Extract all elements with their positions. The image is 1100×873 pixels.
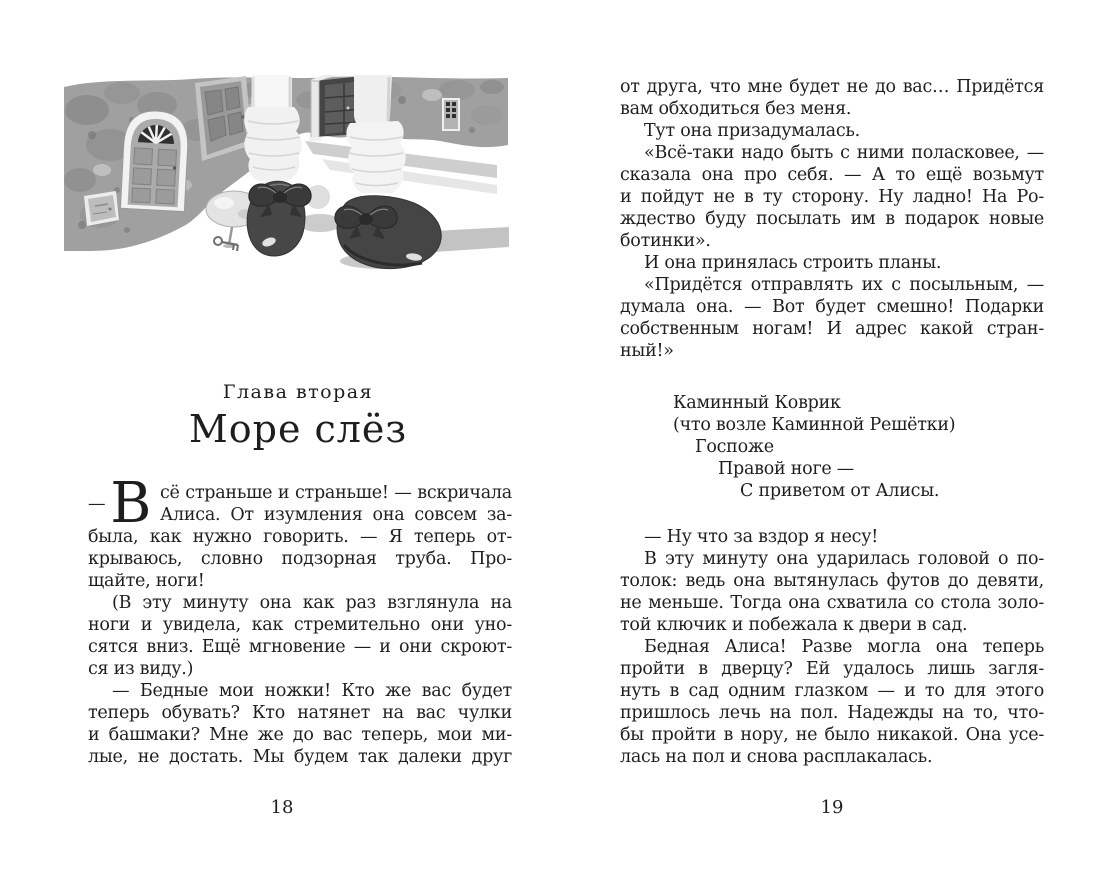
text-line: пройти в дверцу? Ей удалось лишь загля- (620, 659, 1044, 679)
text-line: ный!» (620, 341, 674, 361)
small-right-door (442, 98, 460, 131)
text-line: лые, не достать. Мы будем так далеки друг (88, 747, 512, 767)
text-line: (что возле Каминной Решётки) (673, 415, 956, 435)
page-number-right: 19 (820, 797, 844, 818)
text-line: бы пройти в нору, не было никакой. Она усе- (620, 725, 1044, 745)
text-line: Бедная Алиса! Разве могла она теперь (644, 637, 1044, 657)
text-line: лась на пол и снова расплакалась. (620, 747, 933, 767)
text-line: Каминный Коврик (673, 393, 841, 413)
text-line: — Ну что за вздор я несу! (644, 527, 879, 547)
golden-key (214, 237, 238, 251)
text-line: крываюсь, словно подзорная труба. Про- (88, 549, 512, 569)
text-line: вам обходиться без меня. (620, 99, 852, 119)
text-line: «Придётся отправлять их с посыльным, — (644, 275, 1044, 295)
chapter-label: Глава вторая (222, 381, 374, 403)
text-line: собственным ногам! И адрес какой стран- (620, 319, 1044, 339)
chapter-illustration (62, 75, 510, 275)
text-line: была, как нужно говорить. — Я теперь от- (88, 527, 512, 547)
illustration-svg (62, 75, 510, 275)
text-line: Тут она призадумалась. (644, 121, 860, 141)
text-line: Алиса. От изумления она совсем за- (160, 505, 512, 525)
text-line: (В эту минуту она как раз взглянула на (112, 593, 512, 613)
text-line: — Бедные мои ножки! Кто же вас будет (112, 681, 512, 701)
small-left-door (84, 191, 119, 226)
text-line: «Всё-таки надо быть с ними поласковее, — (644, 143, 1044, 163)
text-line: толок: ведь она вытянулась футов до девяти, (620, 571, 1044, 591)
text-line: щайте, ноги! (88, 571, 205, 591)
right-page-lines-bottom (620, 526, 1044, 768)
left-page-text (88, 471, 512, 768)
text-line: Правой ноге — (718, 459, 855, 479)
address-block (620, 392, 1044, 502)
text-line: той ключик и побежала к двери в сад. (620, 615, 968, 635)
text-line: от друга, что мне будет не до вас… Придётся (620, 77, 1044, 97)
chapter-heading (88, 381, 508, 451)
text-line: ботинки». (620, 231, 711, 251)
text-line: сятся вниз. Ещё мгновение — и они скроют- (88, 637, 512, 657)
drop-cap (88, 471, 160, 536)
dialogue-dash: — (88, 494, 106, 514)
text-line: сказала она про себя. — А то ещё возьмут (620, 165, 1044, 185)
arched-door (120, 109, 189, 211)
text-line: нуть в сад одним глазком — и то для этого (620, 681, 1044, 701)
drop-cap-letter: В (110, 471, 152, 536)
text-line: не меньше. Тогда она схватила со стола золо- (620, 593, 1044, 613)
text-line: ся из виду.) (88, 659, 194, 679)
chapter-title: Море слёз (188, 407, 408, 451)
text-line: Госпоже (695, 437, 774, 457)
text-line: и башмаки? Мне же до вас теперь, мои ми- (88, 725, 512, 745)
text-line: ждество буду посылать им в подарок новые (620, 209, 1044, 229)
text-line: пришлось лечь на пол. Надежды на то, что- (620, 703, 1044, 723)
text-line: И она принялась строить планы. (644, 253, 942, 273)
right-page-text (620, 76, 1044, 768)
text-line: В эту минуту она ударилась головой о по- (644, 549, 1044, 569)
text-line: думала она. — Вот будет смешно! Подарки (620, 297, 1044, 317)
right-page-lines-top (620, 76, 1044, 362)
left-shoe (247, 181, 311, 256)
text-line: С приветом от Алисы. (740, 481, 940, 501)
text-line: ноги и увидела, как стремительно они уно- (88, 615, 512, 635)
page-number-left: 18 (270, 797, 294, 818)
text-line: сё страньше и страньше! — вскричала (160, 483, 512, 503)
text-line: и пойдут не в ту сторону. Ну ладно! На Ро- (620, 187, 1044, 207)
text-line: теперь обувать? Кто натянет на вас чулки (88, 703, 512, 723)
